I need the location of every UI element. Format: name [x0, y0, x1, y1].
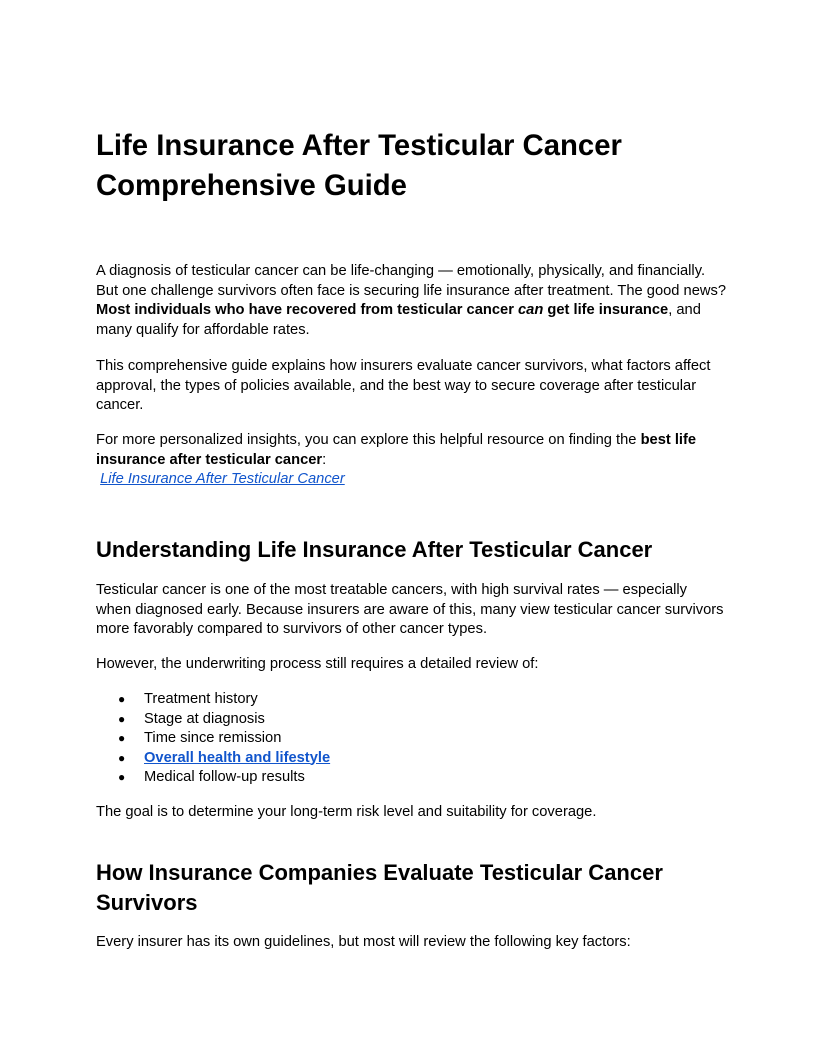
title-line-1: Life Insurance After Testicular Cancer [96, 129, 622, 162]
document-title [96, 126, 736, 206]
list-item [96, 749, 330, 769]
list-item [96, 768, 330, 788]
intro-text-2: , and many qualify for affordable rates. [96, 302, 701, 338]
list-item-text: Time since remission [144, 730, 282, 746]
bullet-icon: ● [118, 770, 126, 784]
intro-bold-2: get life insurance [543, 302, 669, 318]
section-1-paragraph-2: However, the underwriting process still requires a detailed review of: [96, 656, 539, 672]
guide-overview-paragraph: This comprehensive guide explains how insurers evaluate cancer survivors, what factors affect approval, the types of policies available, and the best way to secure coverage after testicular cancer. [96, 358, 711, 413]
intro-bold-1: Most individuals who have recovered from testicular cancer [96, 302, 518, 318]
resource-link[interactable]: Life Insurance After Testicular Cancer [100, 471, 345, 487]
section-2-paragraph-1: Every insurer has its own guidelines, but most will review the following key factors: [96, 934, 631, 950]
bullet-icon: ● [118, 711, 126, 726]
intro-text-1: A diagnosis of testicular cancer can be life-changing — emotionally, physically, and financially. But one challenge survivors often face is securing life insurance after treatment. The good news? [96, 263, 727, 299]
resource-bold: best life insurance after testicular cancer [96, 432, 697, 468]
list-item [96, 690, 330, 710]
section-1-paragraph-1: Testicular cancer is one of the most treatable cancers, with high survival rates — especially when diagnosed early. Because insurers are aware of this, many view testicular cancer survivors more favorably compared to survivors of other cancer types. [96, 582, 724, 637]
list-item-text: Treatment history [144, 691, 258, 707]
list-item-text: Stage at diagnosis [144, 710, 265, 727]
resource-text-1: For more personalized insights, you can explore this helpful resource on finding the [96, 432, 641, 448]
list-item [96, 729, 330, 749]
overall-health-link[interactable]: Overall health and lifestyle [144, 749, 331, 766]
section-1-heading: Understanding Life Insurance After Testicular Cancer [96, 537, 653, 562]
intro-paragraph [96, 262, 726, 340]
section-1-paragraph-3: The goal is to determine your long-term risk level and suitability for coverage. [96, 804, 597, 820]
section-2-heading: How Insurance Companies Evaluate Testicular Cancer Survivors [96, 860, 663, 915]
bullet-icon: ● [118, 692, 126, 706]
resource-text-2: : [322, 451, 327, 468]
list-item [96, 710, 330, 730]
review-factors-list [96, 690, 330, 788]
bullet-icon: ● [118, 731, 126, 745]
title-line-2: Comprehensive Guide [96, 169, 407, 202]
list-item-text: Medical follow-up results [144, 769, 305, 785]
bullet-icon: ● [118, 750, 126, 765]
intro-bold-italic: can [518, 302, 544, 318]
resource-paragraph [96, 431, 726, 490]
